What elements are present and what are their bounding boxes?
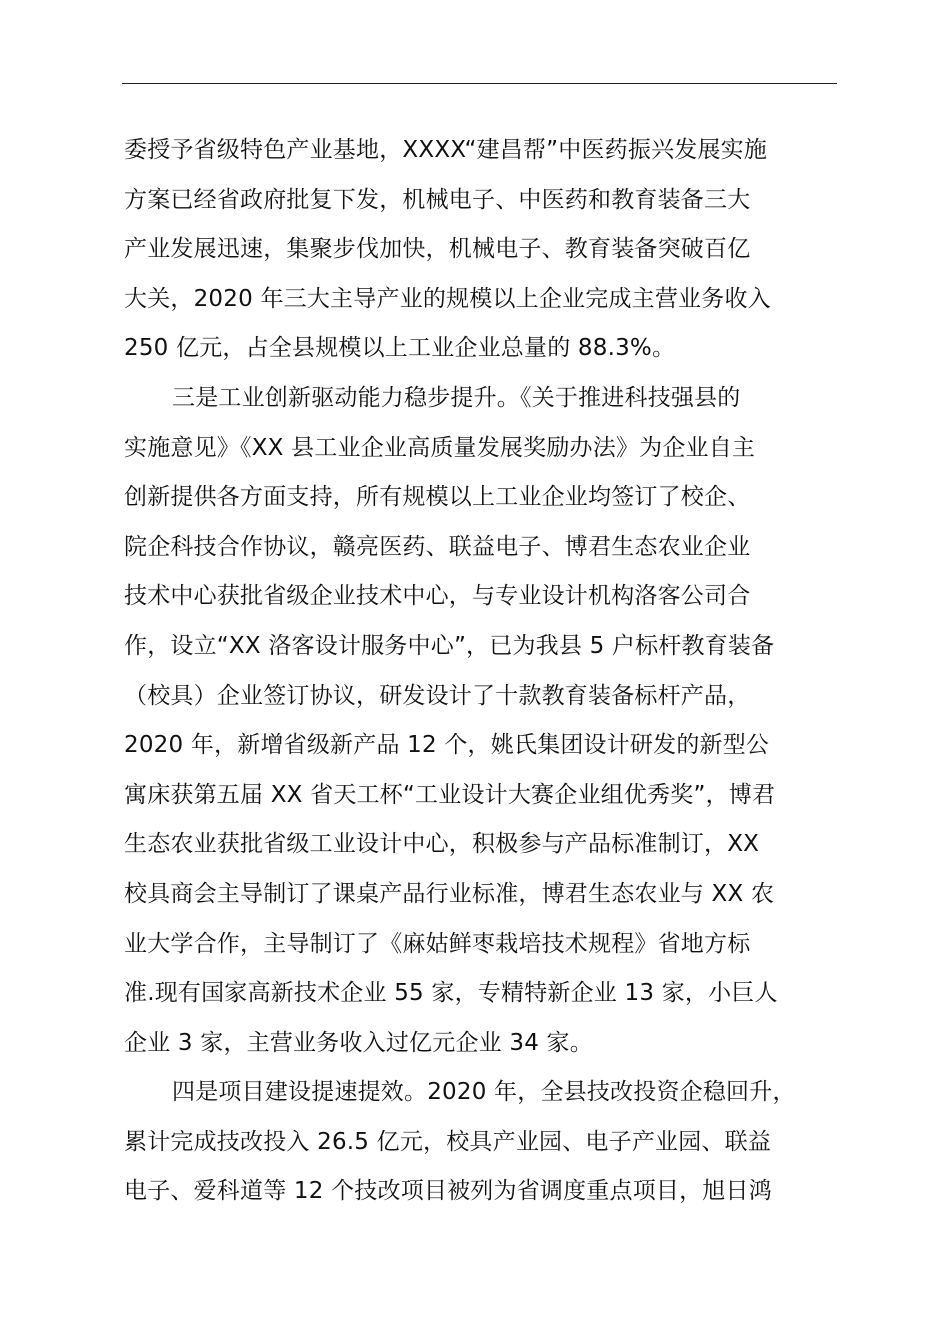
text-line: （校具）企业签订协议，研发设计了十款教育装备标杆产品， [124,682,751,709]
text-line: 校具商会主导制订了课桌产品行业标准，博君生态农业与 XX 农 [124,880,775,907]
text-line: 方案已经省政府批复下发，机械电子、中医药和教育装备三大 [124,186,751,213]
text-line: 累计完成技改投入 26.5 亿元，校具产业园、电子产业园、联益 [124,1128,772,1155]
text-line: 250 亿元，占全县规模以上工业企业总量的 88.3%。 [124,335,676,362]
text-line: 电子、爱科道等 12 个技改项目被列为省调度重点项目，旭日鸿 [124,1178,772,1205]
document-body [124,126,844,1217]
text-line: 作，设立“XX 洛客设计服务中心”，已为我县 5 户标杆教育装备 [124,632,775,659]
text-line: 寓床获第五届 XX 省天工杯“工业设计大赛企业组优秀奖”，博君 [124,781,776,808]
text-line: 2020 年，新增省级新产品 12 个，姚氏集团设计研发的新型公 [124,732,770,759]
header-rule [122,83,837,84]
text-line: 企业 3 家，主营业务收入过亿元企业 34 家。 [124,1029,593,1056]
paragraph-start-line: 三是工业创新驱动能力稳步提升。《关于推进科技强县的 [172,384,741,411]
text-line: 产业发展迅速，集聚步伐加快，机械电子、教育装备突破百亿 [124,236,751,263]
text-line: 创新提供各方面支持，所有规模以上工业企业均签订了校企、 [124,484,751,511]
text-line: 院企科技合作协议，赣亮医药、联益电子、博君生态农业企业 [124,533,751,560]
paragraph-start-line: 四是项目建设提速提效。2020 年，全县技改投资企稳回升， [172,1079,796,1106]
text-line: 实施意见》《XX 县工业企业高质量发展奖励办法》为企业自主 [124,434,756,461]
text-line: 委授予省级特色产业基地，XXXX“建昌帮”中医药振兴发展实施 [124,137,768,163]
text-line: 生态农业获批省级工业设计中心，积极参与产品标准制订，XX [124,831,760,858]
text-line: 大关，2020 年三大主导产业的规模以上企业完成主营业务收入 [124,285,771,312]
text-line: 技术中心获批省级企业技术中心，与专业设计机构洛客公司合 [124,583,751,610]
text-line: 业大学合作，主导制订了《麻姑鲜枣栽培技术规程》省地方标 [124,930,751,957]
text-line: 准.现有国家高新技术企业 55 家，专精特新企业 13 家，小巨人 [124,980,778,1007]
